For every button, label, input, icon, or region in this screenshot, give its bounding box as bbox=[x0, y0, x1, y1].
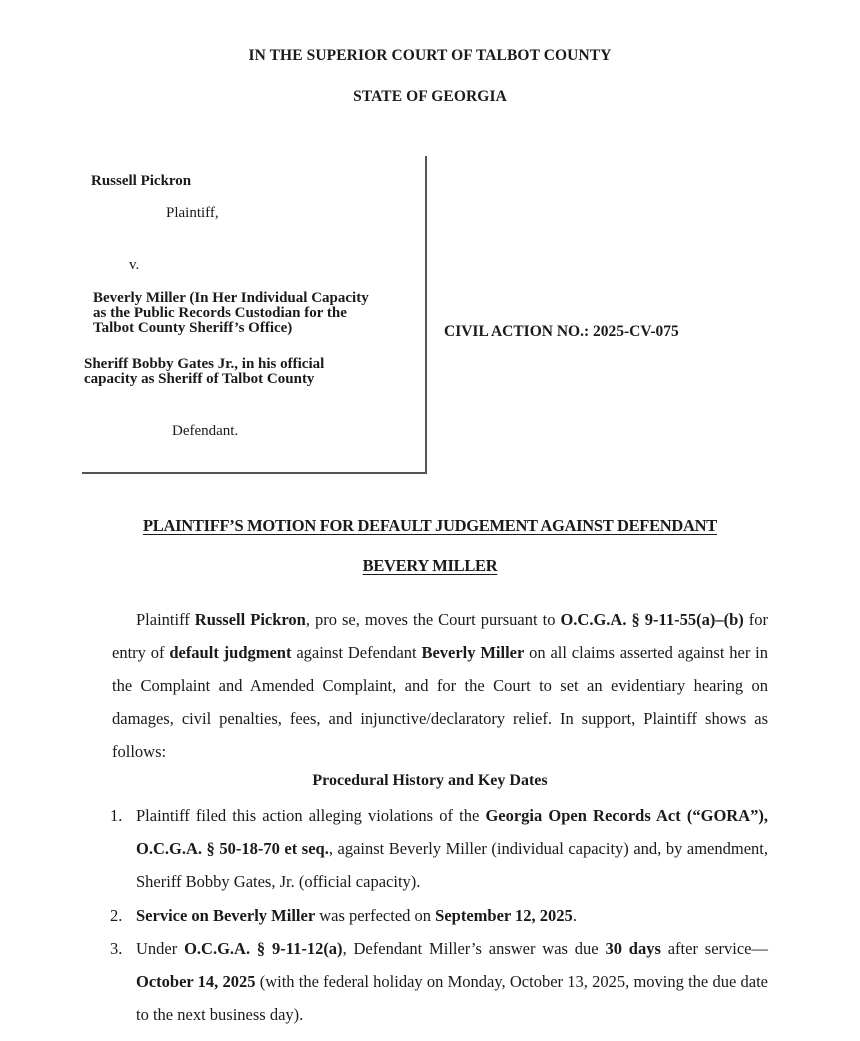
text-run: Plaintiff filed this action alleging violations of the bbox=[136, 806, 486, 825]
text-run: after service— bbox=[660, 939, 768, 958]
default-judgment-term: default judgment bbox=[169, 643, 292, 662]
defendant-2-line: capacity as Sheriff of Talbot County bbox=[84, 371, 315, 387]
court-name-heading: IN THE SUPERIOR COURT OF TALBOT COUNTY bbox=[248, 47, 612, 64]
answer-due-date: October 14, 2025 bbox=[136, 972, 256, 991]
list-item-text bbox=[136, 932, 768, 1031]
section-heading: Procedural History and Key Dates bbox=[312, 772, 548, 789]
defendant-1-line: Beverly Miller (In Her Individual Capacity bbox=[93, 290, 369, 306]
list-item-text bbox=[136, 799, 768, 898]
bold-run: 30 days bbox=[605, 939, 661, 958]
text-run: (with the federal holiday on Monday, October 13, 2025, moving the due date to the next business day). bbox=[136, 972, 768, 1024]
list-item bbox=[110, 799, 768, 898]
defendant-role: Defendant. bbox=[172, 423, 239, 439]
plaintiff-name: Russell Pickron bbox=[91, 173, 192, 189]
text-run: , against Beverly Miller (individual capacity) and, by amendment, Sheriff Bobby Gates, Jr. (official capacity). bbox=[136, 839, 768, 891]
versus-label: v. bbox=[129, 257, 140, 273]
defendant-2-name bbox=[84, 357, 324, 387]
statute-citation: O.C.G.A. § 9-11-12(a) bbox=[184, 939, 343, 958]
plaintiff-name-bold: Russell Pickron bbox=[194, 610, 306, 629]
motion-title-line-2: BEVERY MILLER bbox=[362, 556, 498, 575]
statute-citation: Georgia Open Records Act (“GORA”), O.C.G.A. § 50-18-70 et seq. bbox=[136, 806, 768, 858]
intro-paragraph bbox=[112, 603, 768, 768]
caption-horizontal-rule bbox=[82, 472, 427, 474]
state-heading: STATE OF GEORGIA bbox=[353, 88, 507, 105]
text-run: was perfected on bbox=[315, 906, 436, 925]
text-run: Under bbox=[136, 939, 185, 958]
statute-citation: O.C.G.A. § 9-11-55(a)–(b) bbox=[560, 610, 744, 629]
list-item-number: 1. bbox=[110, 806, 123, 825]
defendant-1-line: as the Public Records Custodian for the bbox=[93, 305, 347, 321]
text-run: , Defendant Miller’s answer was due bbox=[342, 939, 606, 958]
text-run: . bbox=[572, 906, 577, 925]
motion-title-line-1: PLAINTIFF’S MOTION FOR DEFAULT JUDGEMENT AGAINST DEFENDANT bbox=[143, 516, 717, 535]
defendant-1-name bbox=[93, 291, 369, 336]
intro-text: against Defendant bbox=[291, 643, 422, 662]
defendant-2-line: Sheriff Bobby Gates Jr., in his official bbox=[84, 356, 325, 372]
list-item-number: 2. bbox=[110, 906, 123, 925]
list-item bbox=[110, 932, 768, 1031]
intro-text: Plaintiff bbox=[136, 610, 195, 629]
plaintiff-role: Plaintiff, bbox=[166, 205, 219, 221]
list-item-text bbox=[136, 899, 768, 932]
caption-vertical-rule bbox=[425, 156, 427, 473]
civil-action-number: CIVIL ACTION NO.: 2025-CV-075 bbox=[444, 323, 679, 340]
intro-text: , pro se, moves the Court pursuant to bbox=[305, 610, 561, 629]
intro-text: on all claims asserted against her in the Complaint and Amended Complaint, and for the Court to set an evidentiary hearing on damages, civil penalties, fees, and injunctive/declaratory relief. In support, Plaintiff shows as follows: bbox=[112, 643, 768, 761]
list-item bbox=[110, 899, 768, 932]
bold-run: Service on Beverly Miller bbox=[136, 906, 316, 925]
defendant-1-line: Talbot County Sheriff’s Office) bbox=[93, 320, 293, 336]
list-item-number: 3. bbox=[110, 939, 123, 958]
defendant-name-bold: Beverly Miller bbox=[421, 643, 525, 662]
service-date: September 12, 2025 bbox=[435, 906, 573, 925]
intro-text: for entry of bbox=[112, 610, 769, 662]
